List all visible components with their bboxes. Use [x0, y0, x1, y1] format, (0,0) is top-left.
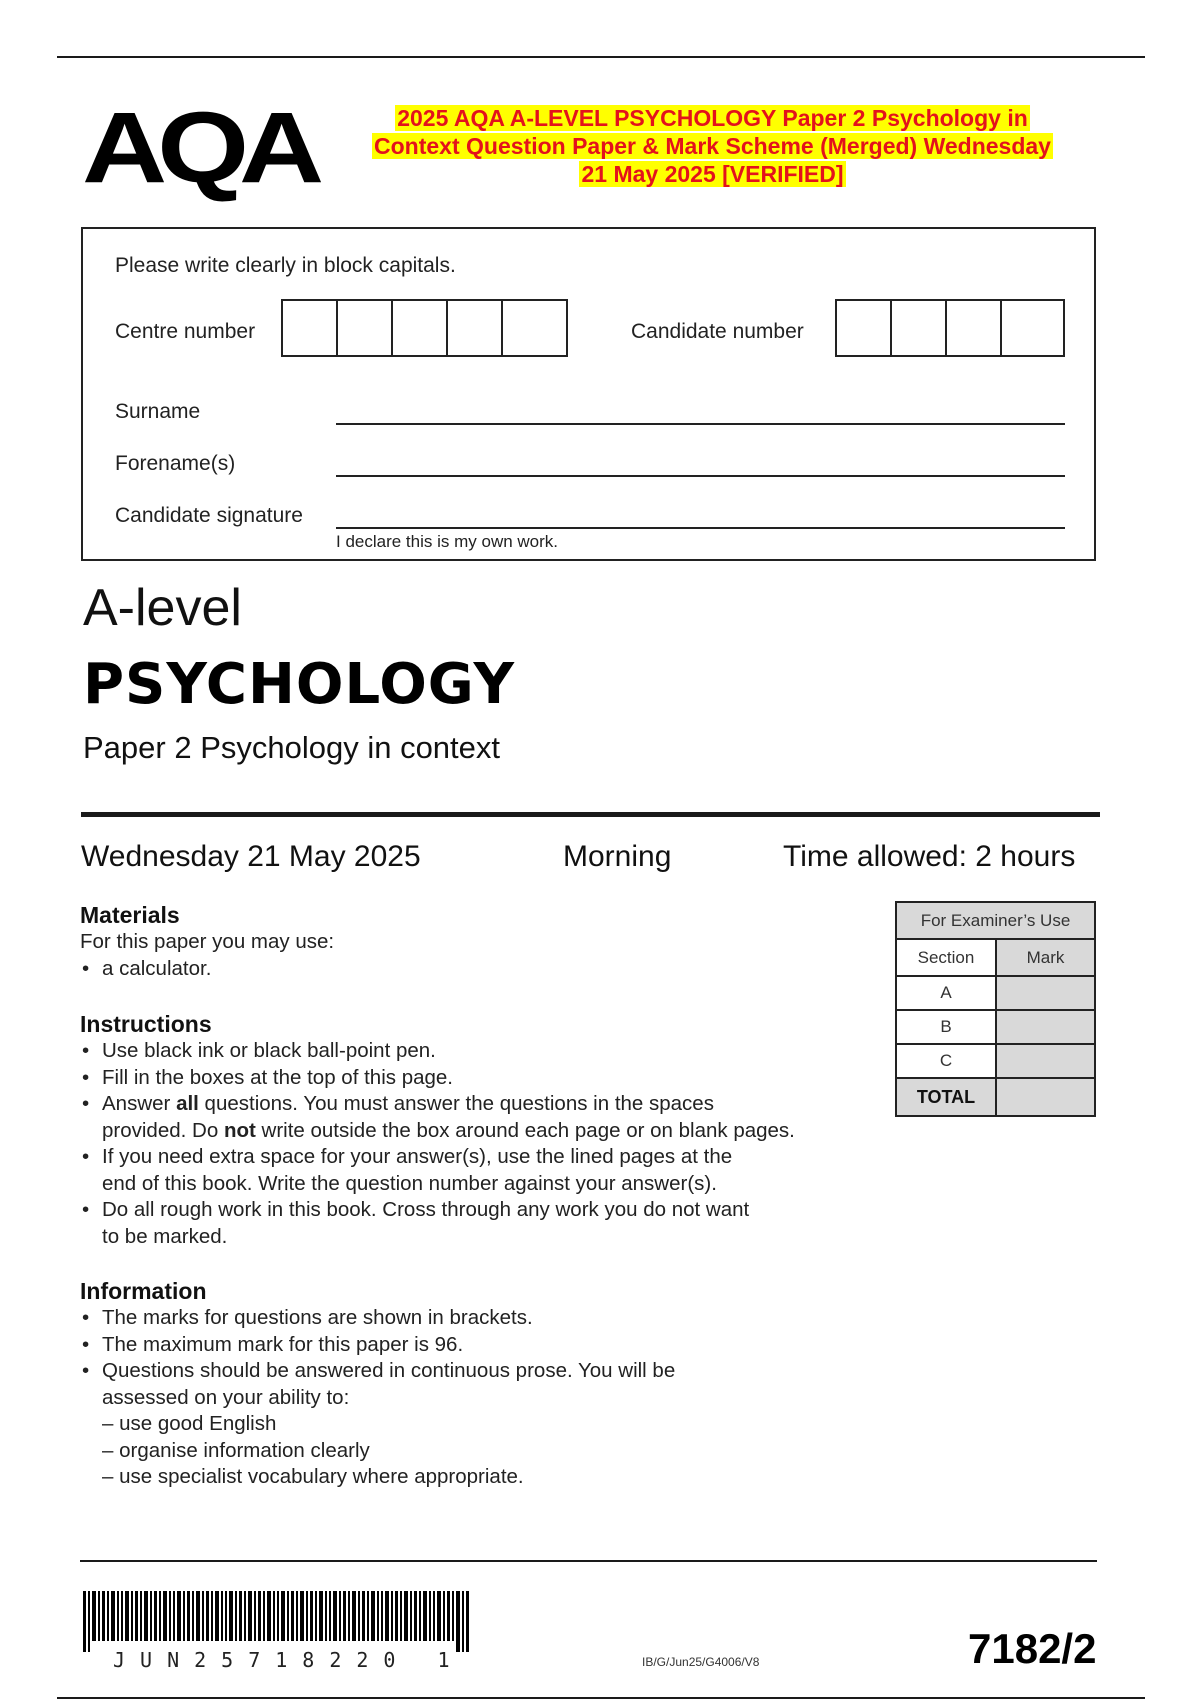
- subject-title: PSYCHOLOGY: [83, 652, 516, 717]
- information-item: • The maximum mark for this paper is 96.: [80, 1332, 870, 1359]
- page-bottom-rule: [57, 1697, 1145, 1699]
- section-row-label: A: [896, 976, 996, 1010]
- section-rule: [81, 812, 1100, 817]
- candidate-number-label: Candidate number: [631, 320, 804, 343]
- paper-code: 7182/2: [968, 1625, 1097, 1672]
- mark-cell: [996, 976, 1095, 1010]
- centre-number-label: Centre number: [115, 320, 256, 343]
- information-section: [80, 1278, 870, 1491]
- information-item: • Questions should be answered in continuous prose. You will be assessed on your ability to: – use good English – organise information clearly – use specialist vocabulary where appropriate.: [80, 1358, 870, 1491]
- instruction-item: • If you need extra space for your answer(s), use the lined pages at the end of this book. Write the question number against your answer(s).: [80, 1144, 870, 1197]
- mark-column-header: Mark: [996, 939, 1095, 976]
- banner-line-2: Context Question Paper & Mark Scheme (Merged) Wednesday: [374, 133, 1051, 159]
- examiner-table-title: For Examiner’s Use: [896, 902, 1095, 939]
- total-mark-cell: [996, 1078, 1095, 1116]
- barcode-graphic: [83, 1591, 471, 1652]
- aqa-logo: AQA: [82, 92, 315, 205]
- examiner-use-table: [895, 901, 1096, 1117]
- instruction-item: • Answer all questions. You must answer the questions in the spaces provided. Do not write outside the box around each page or on blank pages.: [80, 1091, 870, 1144]
- section-column-header: Section: [896, 939, 996, 976]
- title-banner: [350, 104, 1075, 188]
- section-row-label: C: [896, 1044, 996, 1078]
- candidate-number-input[interactable]: [835, 299, 1065, 357]
- materials-heading: Materials: [80, 902, 180, 928]
- materials-section: [80, 902, 840, 982]
- exam-session: Morning: [563, 840, 672, 873]
- declaration-text: I declare this is my own work.: [336, 532, 559, 551]
- materials-item: • a calculator.: [80, 956, 840, 983]
- paper-title: Paper 2 Psychology in context: [83, 730, 501, 765]
- banner-line-1: 2025 AQA A-LEVEL PSYCHOLOGY Paper 2 Psychology in: [397, 105, 1028, 131]
- banner-line-3: 21 May 2025 [VERIFIED]: [581, 161, 844, 187]
- instructions-heading: Instructions: [80, 1011, 212, 1037]
- top-rule: [57, 56, 1145, 58]
- surname-label: Surname: [115, 400, 201, 423]
- instruction-item: • Do all rough work in this book. Cross through any work you do not want to be marked.: [80, 1197, 870, 1250]
- signature-field[interactable]: [336, 527, 1065, 529]
- footer-rule: [80, 1560, 1097, 1562]
- information-sub-item: – use good English: [102, 1412, 277, 1435]
- time-allowed: Time allowed: 2 hours: [783, 840, 1076, 873]
- instructions-section: [80, 1011, 870, 1250]
- forename-field[interactable]: [336, 475, 1065, 477]
- information-item: • The marks for questions are shown in brackets.: [80, 1305, 870, 1332]
- information-heading: Information: [80, 1278, 207, 1304]
- mark-cell: [996, 1010, 1095, 1044]
- materials-intro: For this paper you may use:: [80, 930, 335, 953]
- forename-label: Forename(s): [115, 452, 236, 475]
- mark-cell: [996, 1044, 1095, 1078]
- total-row-label: TOTAL: [896, 1078, 996, 1116]
- form-instruction: Please write clearly in block capitals.: [115, 254, 456, 277]
- information-sub-item: – organise information clearly: [102, 1438, 370, 1462]
- signature-label: Candidate signature: [115, 504, 303, 527]
- centre-number-input[interactable]: [281, 299, 568, 357]
- section-row-label: B: [896, 1010, 996, 1044]
- exam-date: Wednesday 21 May 2025: [81, 840, 421, 873]
- surname-field[interactable]: [336, 423, 1065, 425]
- instruction-item: • Fill in the boxes at the top of this page.: [80, 1065, 870, 1092]
- instruction-item: • Use black ink or black ball-point pen.: [80, 1038, 870, 1065]
- document-reference: IB/G/Jun25/G4006/V8: [642, 1655, 760, 1669]
- candidate-details-form: [81, 227, 1096, 561]
- qualification-level: A-level: [83, 579, 242, 637]
- barcode-digits: JUN25718220 1: [113, 1648, 465, 1672]
- information-sub-item: – use specialist vocabulary where appropriate.: [102, 1465, 524, 1488]
